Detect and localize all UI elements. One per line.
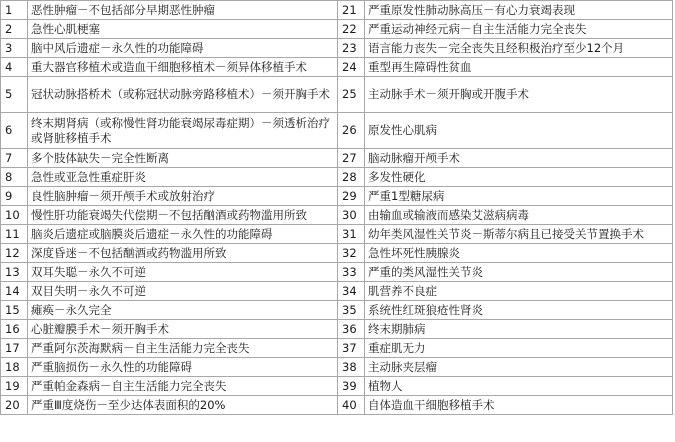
item-number: 30: [338, 206, 365, 225]
item-text: 原发性心肌病: [365, 113, 673, 149]
item-text: 终末期肺病: [365, 320, 673, 339]
item-number: 23: [338, 39, 365, 58]
item-number: 14: [1, 282, 28, 301]
item-text: 语言能力丧失－完全丧失且经积极治疗至少12个月: [365, 39, 673, 58]
table-row: [1, 113, 673, 149]
item-number: 24: [338, 58, 365, 77]
item-number: 17: [1, 339, 28, 358]
table-row: [1, 225, 673, 244]
item-number: 10: [1, 206, 28, 225]
item-text: 多发性硬化: [365, 168, 673, 187]
item-text: 植物人: [365, 377, 673, 396]
item-number: 16: [1, 320, 28, 339]
item-number: 19: [1, 377, 28, 396]
item-number: 27: [338, 149, 365, 168]
item-text: 严重Ⅲ度烧伤－至少达体表面积的20%: [28, 396, 338, 415]
item-number: 9: [1, 187, 28, 206]
item-text: 瘫痪－永久完全: [28, 301, 338, 320]
item-text: 严重的类风湿性关节炎: [365, 263, 673, 282]
item-number: 26: [338, 113, 365, 149]
item-number: 1: [1, 1, 28, 20]
item-number: 20: [1, 396, 28, 415]
item-number: 35: [338, 301, 365, 320]
item-text: 冠状动脉搭桥术（或称冠状动脉旁路移植术）－须开胸手术: [28, 77, 338, 113]
item-text: 重型再生障碍性贫血: [365, 58, 673, 77]
item-text: 急性或亚急性重症肝炎: [28, 168, 338, 187]
item-text: 双目失明－永久不可逆: [28, 282, 338, 301]
item-text: 严重阿尔茨海默病－自主生活能力完全丧失: [28, 339, 338, 358]
item-number: 29: [338, 187, 365, 206]
item-text: 严重帕金森病－自主生活能力完全丧失: [28, 377, 338, 396]
item-number: 39: [338, 377, 365, 396]
item-number: 11: [1, 225, 28, 244]
item-number: 21: [338, 1, 365, 20]
item-text: 脑炎后遗症或脑膜炎后遗症－永久性的功能障碍: [28, 225, 338, 244]
item-text: 双耳失聪－永久不可逆: [28, 263, 338, 282]
item-text: 多个肢体缺失－完全性断离: [28, 149, 338, 168]
item-text: 重大器官移植术或造血干细胞移植术－须异体移植手术: [28, 58, 338, 77]
item-number: 4: [1, 58, 28, 77]
item-text: 终末期肾病（或称慢性肾功能衰竭尿毒症期）－须透析治疗或肾脏移植手术: [28, 113, 338, 149]
item-text: 脑中风后遗症－永久性的功能障碍: [28, 39, 338, 58]
table-row: [1, 396, 673, 415]
item-text: 慢性肝功能衰竭失代偿期－不包括酗酒或药物滥用所致: [28, 206, 338, 225]
item-text: 良性脑肿瘤－须开颅手术或放射治疗: [28, 187, 338, 206]
item-text: 脑动脉瘤开颅手术: [365, 149, 673, 168]
table-row: [1, 263, 673, 282]
table-row: [1, 206, 673, 225]
table-row: [1, 282, 673, 301]
item-number: 12: [1, 244, 28, 263]
item-text: 由输血或输液而感染艾滋病病毒: [365, 206, 673, 225]
item-text: 幼年类风湿性关节炎－斯蒂尔病且已接受关节置换手术: [365, 225, 673, 244]
table-row: [1, 320, 673, 339]
table-row: [1, 20, 673, 39]
table-row: [1, 339, 673, 358]
item-number: 13: [1, 263, 28, 282]
item-text: 深度昏迷－不包括酗酒或药物滥用所致: [28, 244, 338, 263]
table-row: [1, 39, 673, 58]
table-row: [1, 244, 673, 263]
item-text: 系统性红斑狼疮性肾炎: [365, 301, 673, 320]
item-number: 8: [1, 168, 28, 187]
item-text: 心脏瓣膜手术－须开胸手术: [28, 320, 338, 339]
item-number: 2: [1, 20, 28, 39]
item-number: 32: [338, 244, 365, 263]
item-number: 25: [338, 77, 365, 113]
item-number: 6: [1, 113, 28, 149]
item-text: 严重原发性肺动脉高压－有心力衰竭表现: [365, 1, 673, 20]
item-number: 37: [338, 339, 365, 358]
item-number: 36: [338, 320, 365, 339]
item-number: 34: [338, 282, 365, 301]
item-number: 18: [1, 358, 28, 377]
item-text: 自体造血干细胞移植手术: [365, 396, 673, 415]
item-number: 7: [1, 149, 28, 168]
table-row: [1, 1, 673, 20]
table-row: [1, 187, 673, 206]
item-text: 急性心肌梗塞: [28, 20, 338, 39]
item-text: 主动脉手术－须开胸或开腹手术: [365, 77, 673, 113]
item-text: 严重脑损伤－永久性的功能障碍: [28, 358, 338, 377]
item-number: 3: [1, 39, 28, 58]
item-number: 22: [338, 20, 365, 39]
item-number: 38: [338, 358, 365, 377]
item-number: 5: [1, 77, 28, 113]
item-number: 40: [338, 396, 365, 415]
item-text: 恶性肿瘤－不包括部分早期恶性肿瘤: [28, 1, 338, 20]
item-number: 28: [338, 168, 365, 187]
item-text: 严重1型糖尿病: [365, 187, 673, 206]
item-text: 重症肌无力: [365, 339, 673, 358]
item-text: 急性坏死性胰腺炎: [365, 244, 673, 263]
item-number: 33: [338, 263, 365, 282]
item-number: 31: [338, 225, 365, 244]
item-text: 主动脉夹层瘤: [365, 358, 673, 377]
table-row: [1, 149, 673, 168]
table-row: [1, 377, 673, 396]
table-row: [1, 58, 673, 77]
table-row: [1, 301, 673, 320]
item-text: 严重运动神经元病－自主生活能力完全丧失: [365, 20, 673, 39]
item-text: 肌营养不良症: [365, 282, 673, 301]
table-row: [1, 358, 673, 377]
table-row: [1, 77, 673, 113]
table-row: [1, 168, 673, 187]
item-number: 15: [1, 301, 28, 320]
